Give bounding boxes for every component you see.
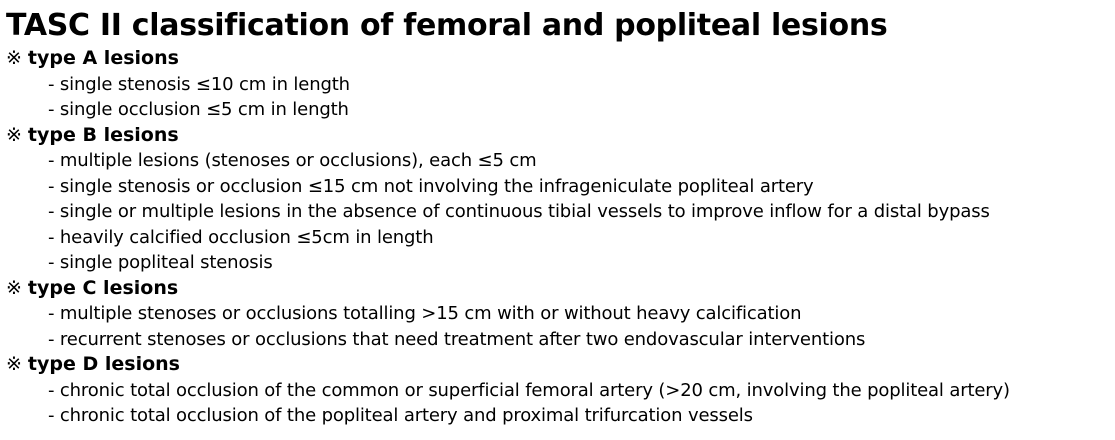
list-item: - multiple stenoses or occlusions totalling >15 cm with or without heavy calcification [48,303,802,324]
section-heading [6,123,1112,149]
criteria-list [6,378,1112,429]
list-item: - multiple lesions (stenoses or occlusions), each ≤5 cm [48,150,537,171]
list-item: - single or multiple lesions in the absence of continuous tibial vessels to improve inflow for a distal bypass [48,201,990,222]
section-type-c [6,276,1112,353]
section-heading [6,352,1112,378]
list-item: - single stenosis or occlusion ≤15 cm not involving the infrageniculate popliteal artery [48,175,814,197]
section-heading-label: type C lesions [27,276,179,299]
list-item: - single occlusion ≤5 cm in length [48,99,349,120]
list-item: - recurrent stenoses or occlusions that need treatment after two endovascular interventions [48,328,866,350]
section-type-a [6,46,1112,123]
section-type-b [6,123,1112,276]
section-type-d [6,352,1112,429]
section-heading [6,46,1112,72]
criteria-list [6,148,1112,276]
reference-mark-icon: ※ [6,353,22,375]
criteria-list [6,301,1112,352]
section-heading [6,276,1112,302]
list-item: - chronic total occlusion of the common or superficial femoral artery (>20 cm, involving the popliteal artery) [48,379,1010,401]
section-heading-label: type B lesions [27,123,179,146]
reference-mark-icon: ※ [6,276,22,299]
criteria-list [6,72,1112,123]
slide-content [6,6,1112,429]
list-item: - heavily calcified occlusion ≤5cm in length [48,226,434,248]
section-heading-label: type D lesions [27,353,180,375]
reference-mark-icon: ※ [6,123,22,146]
list-item: - single popliteal stenosis [48,252,273,273]
section-heading-label: type A lesions [27,47,179,69]
list-item: - chronic total occlusion of the popliteal artery and proximal trifurcation vessels [48,405,753,426]
reference-mark-icon: ※ [6,47,22,69]
page-title: TASC II classification of femoral and popliteal lesions [6,8,888,43]
list-item: - single stenosis ≤10 cm in length [48,73,350,95]
